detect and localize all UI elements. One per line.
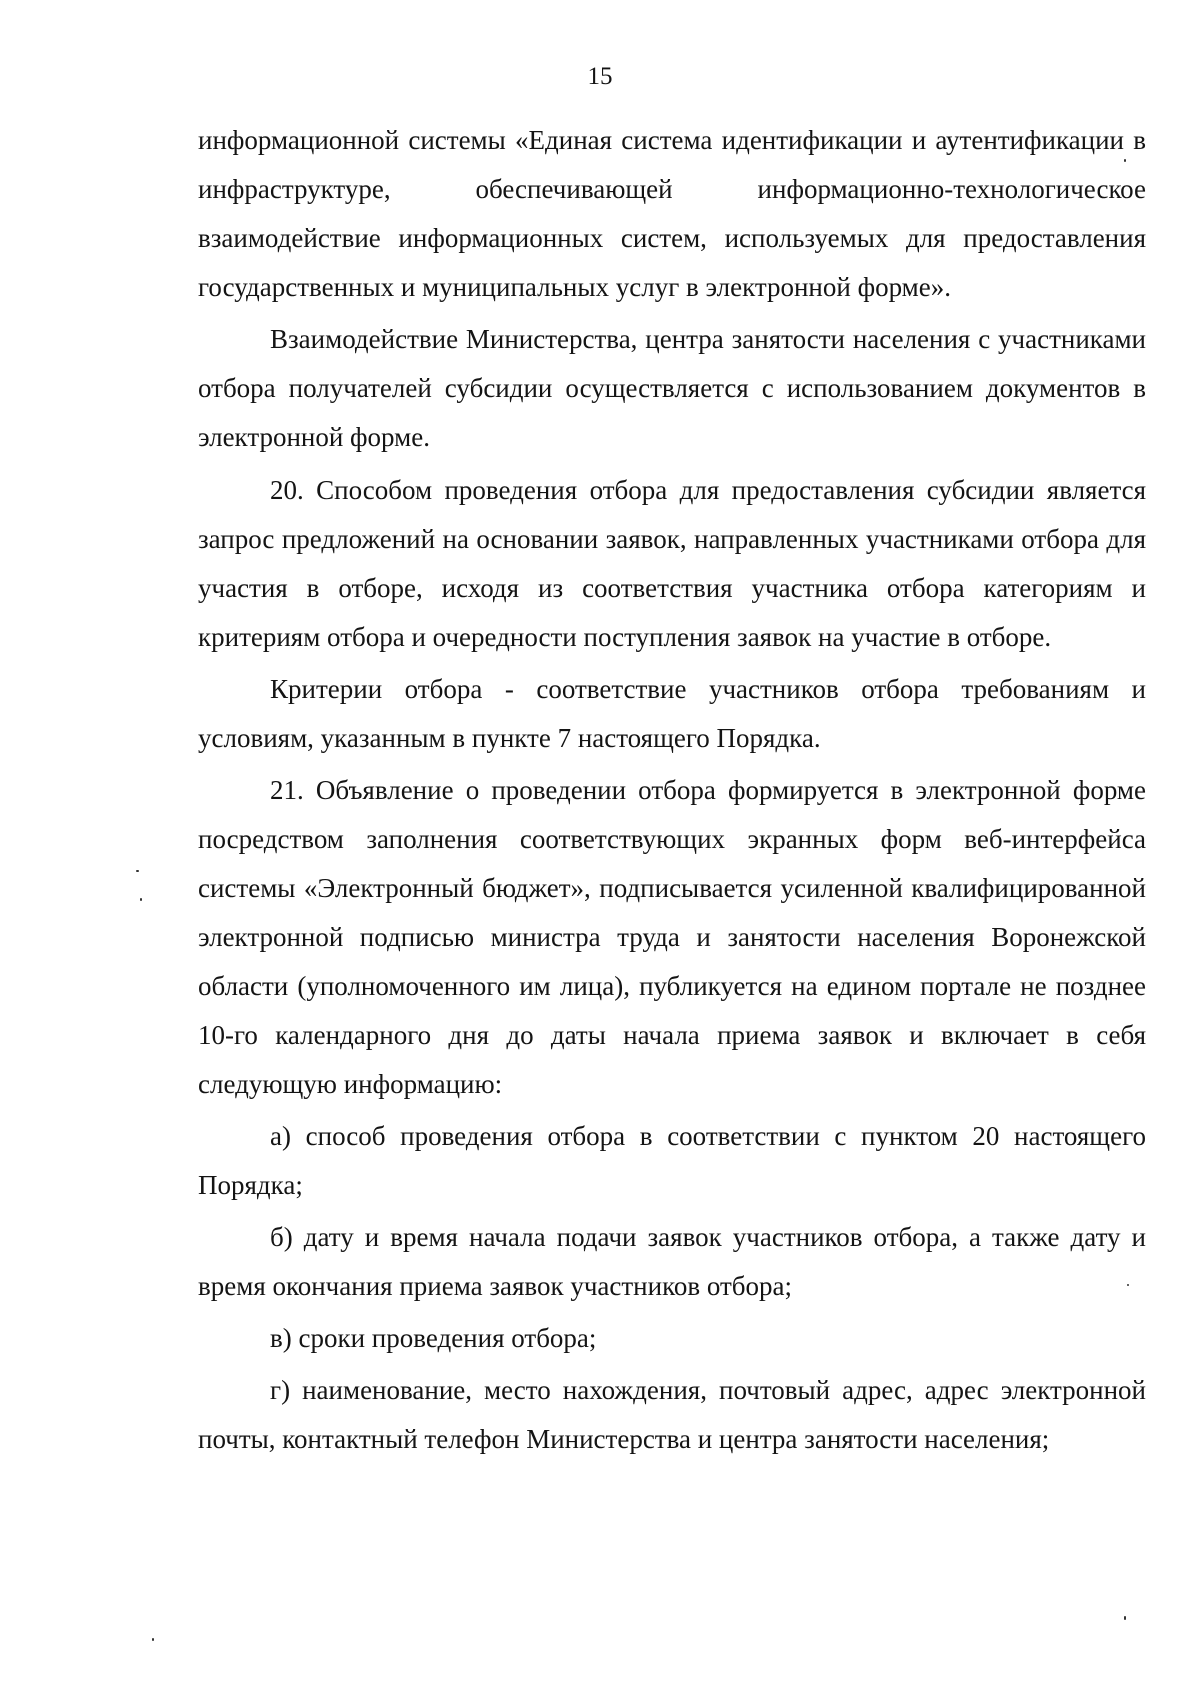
document-body (198, 116, 1146, 1464)
paragraph-interaction: Взаимодействие Министерства, центра занятости населения с участниками отбора получателей субсидии осуществляется с использованием документов в электронной форме. (198, 324, 1146, 452)
list-item-b: б) дату и время начала подачи заявок участников отбора, а также дату и время окончания приема заявок участников отбора; (198, 1222, 1146, 1301)
paragraph-selection-criteria: Критерии отбора - соответствие участников отбора требованиям и условиям, указанным в пункте 7 настоящего Порядка. (198, 674, 1146, 753)
list-item-v: в) сроки проведения отбора; (270, 1323, 597, 1353)
paragraph-21-announcement: 21. Объявление о проведении отбора формируется в электронной форме посредством заполнения соответствующих экранных форм веб-интерфейса системы «Электронный бюджет», подписывается усиленной квалифицированной электронной подписью министра труда и занятости населения Воронежской области (уполномоченного им лица), публикуется на едином портале не позднее 10-го календарного дня до даты начала приема заявок и включает в себя следующую информацию: (198, 775, 1146, 1099)
scan-speck (1124, 1616, 1126, 1620)
scan-speck (136, 870, 139, 872)
scan-speck (152, 1638, 154, 1641)
list-item-g: г) наименование, место нахождения, почтовый адрес, адрес электронной почты, контактный телефон Министерства и центра занятости населения; (198, 1375, 1146, 1454)
list-item-a: а) способ проведения отбора в соответствии с пунктом 20 настоящего Порядка; (198, 1121, 1146, 1200)
scan-speck (1124, 159, 1126, 162)
scan-speck (140, 898, 142, 901)
paragraph-20-selection-method: 20. Способом проведения отбора для предоставления субсидии является запрос предложений на основании заявок, направленных участниками отбора для участия в отборе, исходя из соответствия участника отбора категориям и критериям отбора и очередности поступления заявок на участие в отборе. (198, 475, 1146, 652)
page-number: 15 (587, 63, 613, 90)
paragraph-esia: информационной системы «Единая система идентификации и аутентификации в инфраструктуре, обеспечивающей информационно-технологическое взаимодействие информационных систем, используемых для предоставления государственных и муниципальных услуг в электронной форме». (198, 125, 1146, 302)
scan-speck (1127, 1284, 1129, 1286)
